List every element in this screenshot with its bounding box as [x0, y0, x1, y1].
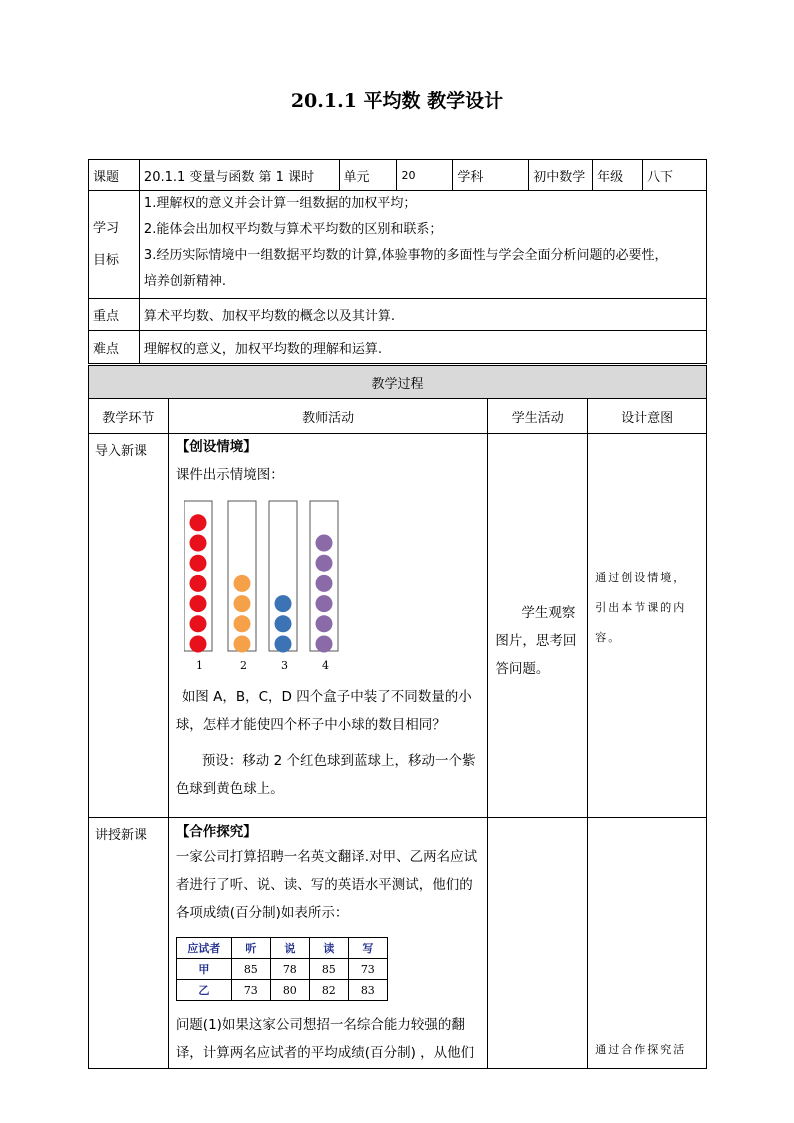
- score-cell: 82: [309, 980, 348, 1001]
- ball: [315, 535, 332, 552]
- intro-teacher-cell: [168, 434, 488, 818]
- xueke-value: 初中数学: [529, 160, 593, 191]
- ball: [315, 615, 332, 632]
- intro-student-text: 学生观察图片，思考回答问题。: [495, 605, 577, 677]
- xueke-label: 学科: [453, 160, 529, 191]
- score-cell: 73: [348, 959, 387, 980]
- lecture-student-cell: [488, 818, 588, 1069]
- col-student-header: 学生活动: [488, 399, 588, 434]
- tube-number-label: 1: [195, 659, 203, 672]
- intro-para1: 如图 A，B，C，D 四个盒子中装了不同数量的小球，怎样才能使四个杯子中小球的数目相同？: [175, 689, 472, 733]
- keti-label: 课题: [89, 160, 140, 191]
- col-teacher-header: 教师活动: [168, 399, 488, 434]
- lecture-teacher-cell: [168, 818, 488, 1069]
- score-header-cell: 应试者: [176, 938, 231, 959]
- score-header-cell: 读: [309, 938, 348, 959]
- goal-label: [89, 191, 140, 299]
- nianji-value: 八下: [643, 160, 707, 191]
- nianji-label: 年级: [593, 160, 643, 191]
- score-cell: 80: [270, 980, 309, 1001]
- score-row: [176, 959, 387, 980]
- goal-item: 培养创新精神.: [143, 274, 227, 289]
- document-title: 20.1.1 平均数 教学设计: [290, 90, 504, 112]
- lecture-row: [89, 818, 707, 1069]
- lecture-para2: 问题(1)如果这家公司想招一名综合能力较强的翻译，计算两名应试者的平均成绩(百分制) ，从他们: [175, 1017, 475, 1061]
- score-row: [176, 980, 387, 1001]
- danyuan-label: 单元: [339, 160, 397, 191]
- keti-value: 20.1.1 变量与函数 第 1 课时: [139, 160, 339, 191]
- ball: [274, 636, 291, 653]
- ball: [189, 615, 206, 632]
- ball: [189, 575, 206, 592]
- ball: [189, 535, 206, 552]
- intro-heading: 【创设情境】: [175, 439, 257, 455]
- lecture-heading: 【合作探究】: [175, 824, 257, 840]
- score-cell: 85: [231, 959, 270, 980]
- score-cell: 73: [231, 980, 270, 1001]
- ball-tubes-figure: [184, 497, 354, 677]
- goal-item: 3.经历实际情境中一组数据平均数的计算,体验事物的多面性与学会全面分析问题的必要性，: [143, 248, 668, 263]
- tube-number-label: 3: [280, 659, 288, 672]
- process-title: 教学过程: [89, 366, 707, 399]
- ball: [315, 575, 332, 592]
- ball: [189, 595, 206, 612]
- intro-line1: 课件出示情境图：: [175, 467, 284, 483]
- score-header-cell: 写: [348, 938, 387, 959]
- score-cell: 乙: [176, 980, 231, 1001]
- score-header-cell: 听: [231, 938, 270, 959]
- col-stage-header: 教学环节: [89, 399, 169, 434]
- tube-number-label: 2: [239, 659, 247, 672]
- ball: [189, 636, 206, 653]
- intro-intent-cell: [588, 434, 707, 818]
- col-intent-header: 设计意图: [588, 399, 707, 434]
- tube-number-label: 4: [321, 659, 329, 672]
- lecture-stage: 讲授新课: [89, 818, 169, 1069]
- ball: [274, 595, 291, 612]
- score-table: [176, 937, 388, 1001]
- ball: [189, 514, 206, 531]
- key-value: 算术平均数、加权平均数的概念以及其计算.: [139, 299, 706, 331]
- ball: [274, 615, 291, 632]
- danyuan-value: 20: [397, 160, 453, 191]
- goal-label-line2: 目标: [93, 252, 120, 268]
- lecture-intent-cell: [588, 818, 707, 1069]
- ball: [233, 615, 250, 632]
- lesson-info-table: [88, 159, 707, 364]
- ball: [233, 595, 250, 612]
- score-cell: 85: [309, 959, 348, 980]
- ball: [315, 555, 332, 572]
- difficulty-value: 理解权的意义，加权平均数的理解和运算.: [139, 331, 706, 364]
- goal-label-line1: 学习: [93, 220, 120, 236]
- intro-stage: 导入新课: [89, 434, 169, 818]
- score-cell: 78: [270, 959, 309, 980]
- intro-intent-text: 通过创设情境，引出本节课的内容。: [595, 571, 687, 644]
- ball: [233, 636, 250, 653]
- ball: [233, 575, 250, 592]
- difficulty-label: 难点: [89, 331, 140, 364]
- score-cell: 甲: [176, 959, 231, 980]
- score-header-cell: 说: [270, 938, 309, 959]
- goals-cell: [139, 191, 706, 299]
- intro-student-cell: [488, 434, 588, 818]
- intro-para2: 预设：移动 2 个红色球到蓝球上，移动一个紫色球到黄色球上。: [175, 753, 476, 797]
- key-label: 重点: [89, 299, 140, 331]
- intro-row: [89, 434, 707, 818]
- lecture-intent-text: 通过合作探究活: [595, 1043, 687, 1056]
- goal-item: 2.能体会出加权平均数与算术平均数的区别和联系；: [143, 222, 443, 237]
- ball: [189, 555, 206, 572]
- teaching-process-table: [88, 365, 707, 1069]
- ball: [315, 595, 332, 612]
- lecture-para1: 一家公司打算招聘一名英文翻译.对甲、乙两名应试者进行了听、说、读、写的英语水平测试，他们的各项成绩(百分制)如表所示：: [175, 849, 478, 921]
- goal-item: 1.理解权的意义并会计算一组数据的加权平均；: [143, 196, 417, 211]
- ball: [315, 636, 332, 653]
- score-cell: 83: [348, 980, 387, 1001]
